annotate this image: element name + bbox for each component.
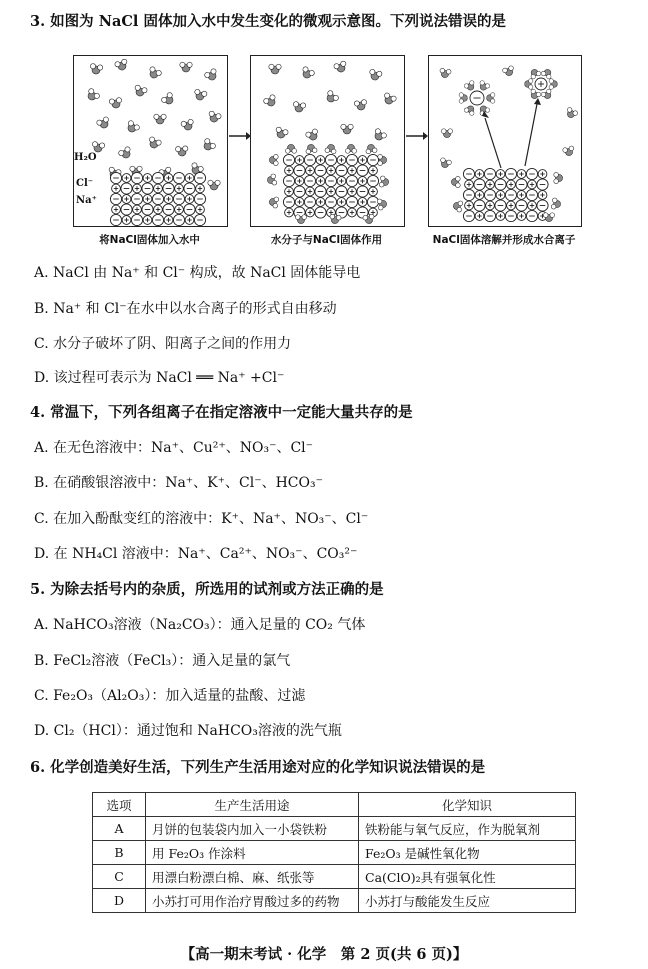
water-molecule xyxy=(325,143,338,154)
caption-2: 水分子与NaCl固体作用 xyxy=(270,234,383,246)
cell-use: 月饼的包装袋内加入一小袋铁粉 xyxy=(146,817,359,841)
label-h2o: H₂O xyxy=(74,152,97,163)
table-row xyxy=(93,817,576,841)
water-molecule xyxy=(147,136,162,150)
water-molecule xyxy=(451,176,460,187)
cell-knowledge: Fe₂O₃ 是碱性氧化物 xyxy=(359,841,576,865)
water-molecule xyxy=(269,154,278,165)
water-molecule xyxy=(551,198,562,211)
panel-2-diagram xyxy=(251,56,404,226)
water-molecule xyxy=(125,120,141,135)
water-molecule xyxy=(180,62,192,72)
water-molecule xyxy=(324,90,340,105)
cell-knowledge: Ca(ClO)₂具有强氧化性 xyxy=(359,865,576,889)
panel-2 xyxy=(250,55,405,227)
q6-table xyxy=(92,792,576,913)
water-molecule xyxy=(207,110,222,123)
water-molecule xyxy=(300,66,316,81)
water-molecule xyxy=(477,80,490,92)
water-molecule xyxy=(487,93,495,104)
water-molecule xyxy=(274,126,289,139)
water-molecule xyxy=(154,114,166,124)
header-use: 生产生活用途 xyxy=(146,793,359,817)
table-row xyxy=(93,889,576,913)
table-row xyxy=(93,865,576,889)
water-molecule xyxy=(341,124,353,134)
label-cl: Cl⁻ xyxy=(76,178,94,189)
q5-option-b: B. FeCl₂溶液（FeCl₃）：通入足量的氯气 xyxy=(34,653,291,669)
cell-option: C xyxy=(93,865,146,889)
water-molecule xyxy=(525,79,533,90)
water-molecule xyxy=(354,99,368,111)
water-molecule xyxy=(268,196,279,209)
arrow-line xyxy=(525,104,537,166)
q3-stem: 3. 如图为 NaCl 固体加入水中发生变化的微观示意图。下列说法错误的是 xyxy=(30,13,506,30)
water-molecule xyxy=(564,107,578,120)
water-molecule xyxy=(133,84,148,97)
water-molecule xyxy=(554,172,563,183)
arrow-right-2 xyxy=(406,130,428,142)
q3-option-b: B. Na⁺ 和 Cl⁻在水中以水合离子的形式自由移动 xyxy=(34,301,337,317)
cell-option: B xyxy=(93,841,146,865)
cell-use: 用 Fe₂O₃ 作涂料 xyxy=(146,841,359,865)
water-molecule xyxy=(439,157,453,169)
water-molecule xyxy=(452,200,463,213)
water-molecule xyxy=(161,92,177,107)
cell-use: 小苏打可用作治疗胃酸过多的药物 xyxy=(146,889,359,913)
table-header-row xyxy=(93,793,576,817)
water-molecule xyxy=(378,154,387,165)
cell-use: 用漂白粉漂白棉、麻、纸张等 xyxy=(146,865,359,889)
water-molecule xyxy=(201,138,217,153)
water-molecule xyxy=(333,60,348,73)
table-row xyxy=(93,841,576,865)
water-molecule xyxy=(543,213,554,222)
q4-option-d: D. 在 NH₄Cl 溶液中：Na⁺、Ca²⁺、NO₃⁻、CO₃²⁻ xyxy=(34,546,358,562)
water-molecule xyxy=(365,143,378,154)
water-molecule xyxy=(114,58,129,71)
water-molecule xyxy=(345,144,356,153)
arrow-line xyxy=(485,118,501,168)
water-molecule xyxy=(118,146,134,161)
water-molecule xyxy=(285,144,296,153)
cell-knowledge: 铁粉能与氧气反应，作为脱氧剂 xyxy=(359,817,576,841)
q3-option-a: A. NaCl 由 Na⁺ 和 Cl⁻ 构成，故 NaCl 固体能导电 xyxy=(34,265,361,281)
water-molecule xyxy=(305,128,320,142)
water-molecule xyxy=(193,89,208,102)
arrow-head xyxy=(534,98,541,105)
water-molecule xyxy=(266,174,277,187)
water-molecule xyxy=(96,116,111,130)
water-molecule xyxy=(89,63,103,75)
q3-option-d: D. 该过程可表示为 NaCl ══ Na⁺ +Cl⁻ xyxy=(34,370,285,386)
q4-option-c: C. 在加入酚酞变红的溶液中：K⁺、Na⁺、NO₃⁻、Cl⁻ xyxy=(34,511,369,527)
water-molecule xyxy=(502,65,516,77)
water-molecule xyxy=(439,68,452,79)
water-molecule xyxy=(368,69,383,82)
q5-option-c: C. Fe₂O₃（Al₂O₃）：加入适量的盐酸、过滤 xyxy=(34,688,306,704)
water-molecule xyxy=(379,176,390,189)
water-molecule xyxy=(441,129,452,138)
water-molecule xyxy=(208,180,220,190)
water-molecule xyxy=(269,64,281,74)
page-footer: 【高一期末考试 · 化学 第 2 页(共 6 页)】 xyxy=(180,946,468,963)
arrow-right-1 xyxy=(229,130,251,142)
water-molecule xyxy=(85,88,101,103)
caption-1: 将NaCl固体加入水中 xyxy=(99,234,200,246)
q5-option-d: D. Cl₂（HCl）：通过饱和 NaHCO₃溶液的洗气瓶 xyxy=(34,723,342,739)
q5-option-a: A. NaHCO₃溶液（Na₂CO₃）：通入足量的 CO₂ 气体 xyxy=(34,617,366,633)
water-molecule xyxy=(175,146,188,157)
water-molecule xyxy=(109,97,123,109)
water-molecule xyxy=(292,101,306,113)
water-molecule xyxy=(263,94,279,109)
panel-1-diagram xyxy=(74,56,227,226)
cell-knowledge: 小苏打与酸能发生反应 xyxy=(359,889,576,913)
q3-option-c: C. 水分子破坏了阴、阳离子之间的作用力 xyxy=(34,336,292,352)
water-molecule xyxy=(463,80,476,92)
label-na: Na⁺ xyxy=(76,195,97,206)
water-molecule xyxy=(147,66,163,81)
panel-3-diagram xyxy=(429,56,581,226)
header-knowledge: 化学知识 xyxy=(359,793,576,817)
water-molecule xyxy=(562,146,575,157)
water-molecule xyxy=(463,104,476,116)
water-molecule xyxy=(305,143,318,154)
q4-option-b: B. 在硝酸银溶液中：Na⁺、K⁺、Cl⁻、HCO₃⁻ xyxy=(34,475,324,491)
water-molecule xyxy=(363,214,376,225)
water-molecule xyxy=(372,128,388,143)
water-molecule xyxy=(459,93,467,104)
q5-stem: 5. 为除去括号内的杂质，所选用的试剂或方法正确的是 xyxy=(30,581,384,598)
q4-stem: 4. 常温下，下列各组离子在指定溶液中一定能大量共存的是 xyxy=(30,404,413,421)
water-molecule xyxy=(329,214,342,225)
water-molecule xyxy=(181,119,196,132)
q4-option-a: A. 在无色溶液中：Na⁺、Cu²⁺、NO₃⁻、Cl⁻ xyxy=(34,440,314,456)
water-molecule xyxy=(549,79,557,90)
q6-stem: 6. 化学创造美好生活，下列生产生活用途对应的化学知识说法错误的是 xyxy=(30,759,486,776)
cell-option: A xyxy=(93,817,146,841)
panel-3 xyxy=(428,55,582,227)
water-molecule xyxy=(382,92,397,106)
caption-3: NaCl固体溶解并形成水合离子 xyxy=(432,234,576,246)
cell-option: D xyxy=(93,889,146,913)
water-molecule xyxy=(204,68,220,83)
header-option: 选项 xyxy=(93,793,146,817)
